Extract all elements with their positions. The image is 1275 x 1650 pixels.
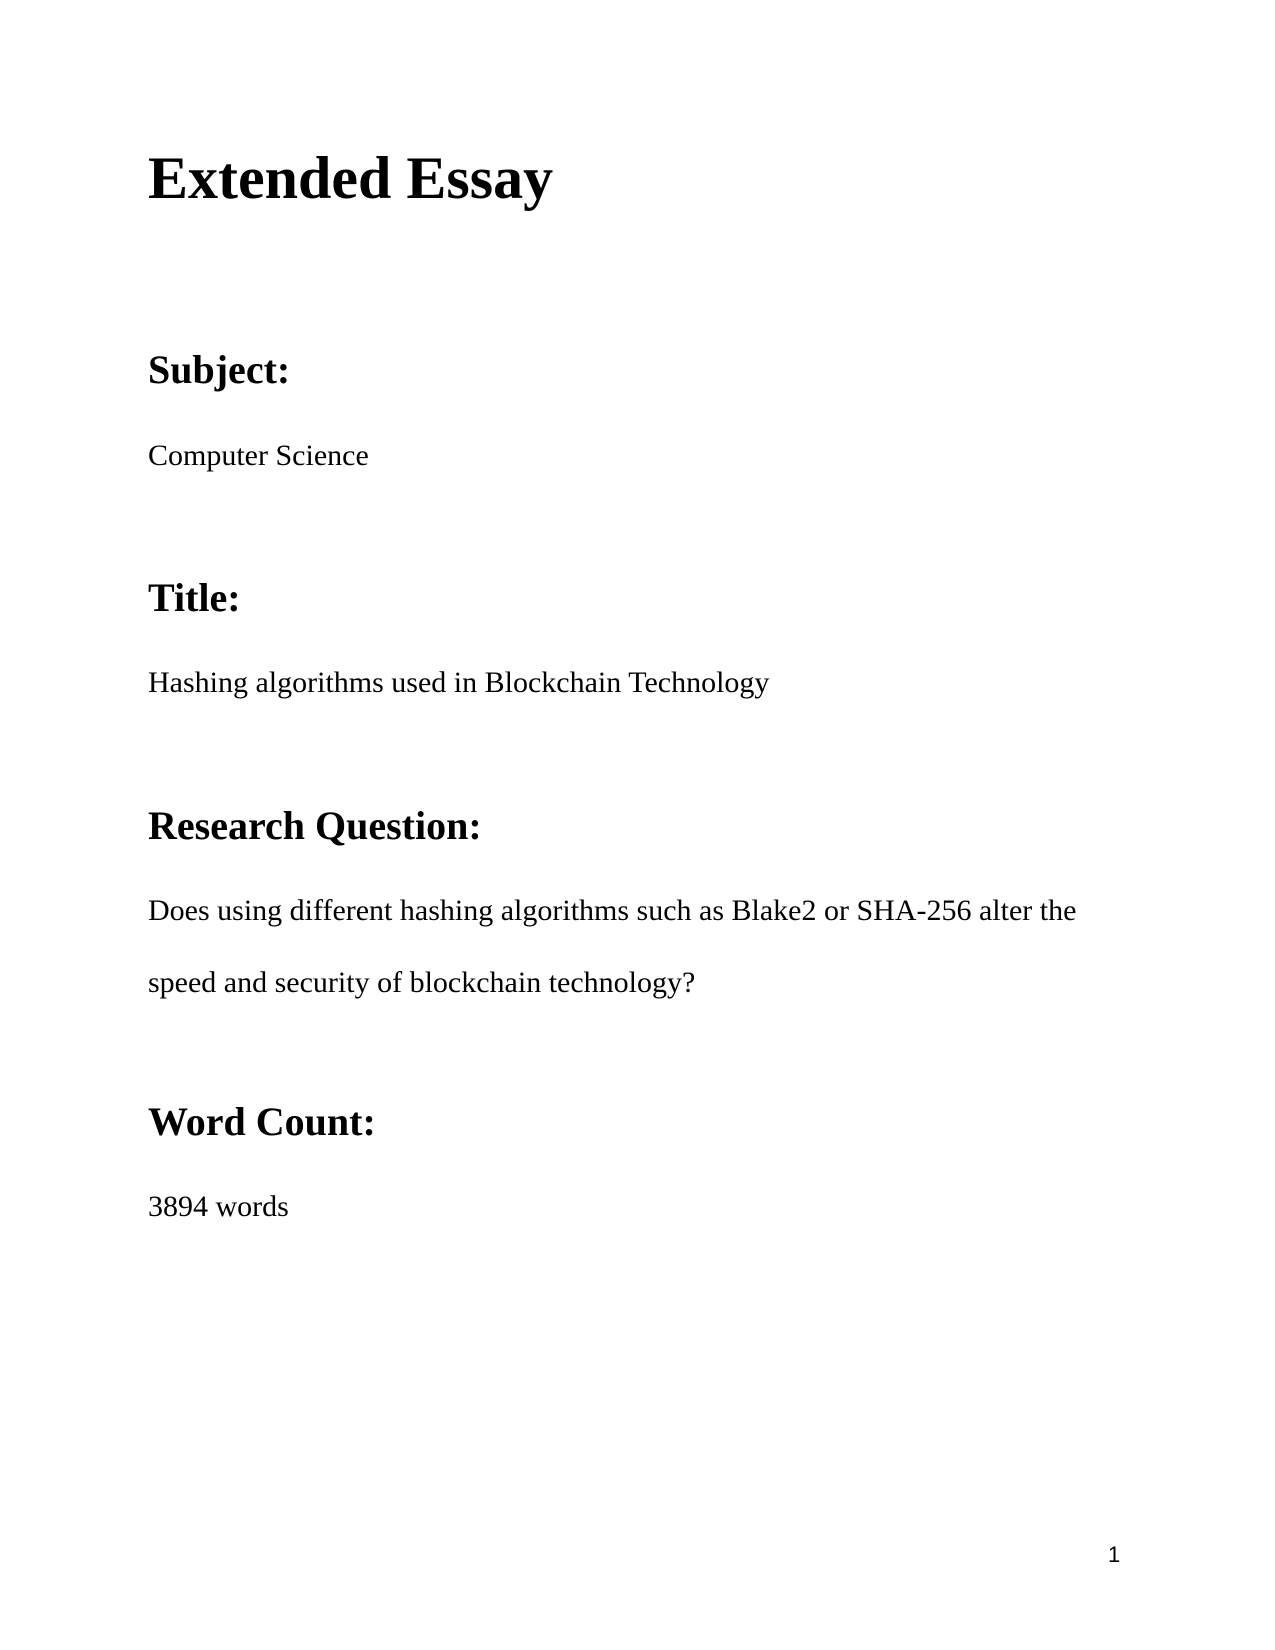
word-count-value: 3894 words <box>148 1190 289 1223</box>
subject-value: Computer Science <box>148 439 369 472</box>
page-number: 1 <box>1108 1542 1121 1567</box>
research-question-line-2: speed and security of blockchain technology? <box>148 966 696 999</box>
research-question-line-1: Does using different hashing algorithms such as Blake2 or SHA-256 alter the <box>148 894 1077 927</box>
research-question-heading: Research Question: <box>148 803 482 848</box>
document-title: Extended Essay <box>148 145 554 211</box>
title-heading: Title: <box>148 575 241 620</box>
word-count-heading: Word Count: <box>148 1099 376 1144</box>
research-question-value <box>148 875 1138 1019</box>
title-value: Hashing algorithms used in Blockchain Technology <box>148 666 770 699</box>
subject-heading: Subject: <box>148 347 291 392</box>
